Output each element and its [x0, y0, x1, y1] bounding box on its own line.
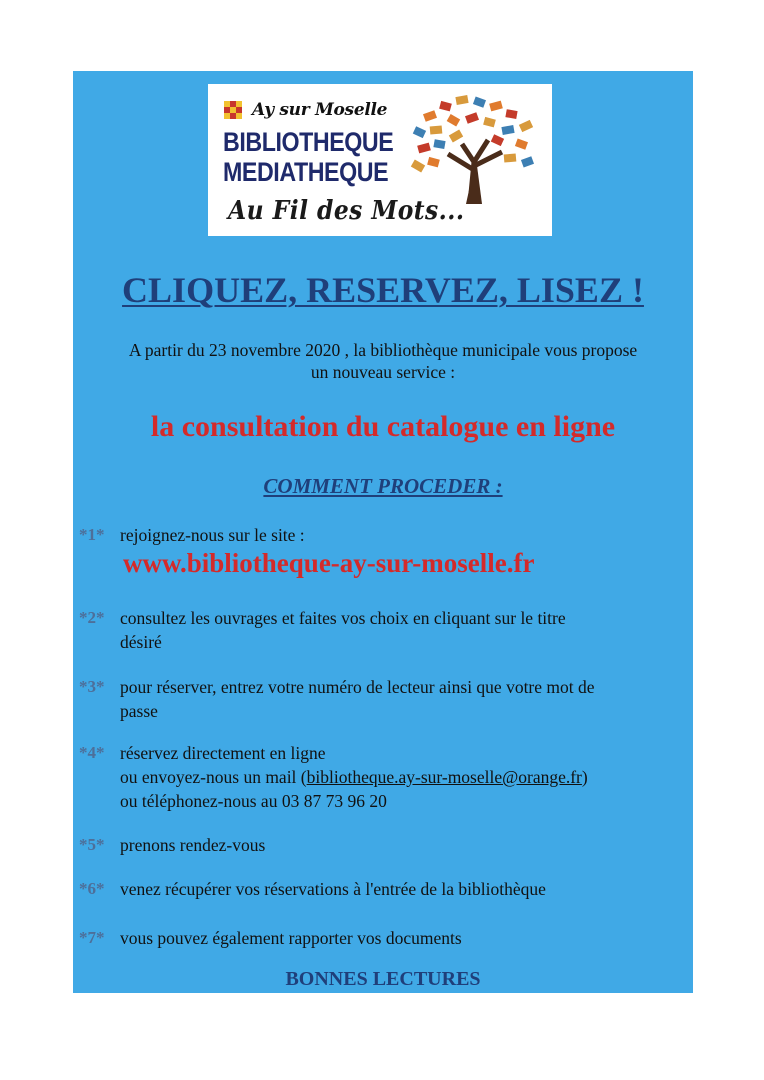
step-number: *3*	[79, 677, 105, 696]
logo-line-mediatheque: MEDIATHEQUE	[223, 157, 389, 187]
intro-text	[73, 339, 693, 383]
page-headline: CLIQUEZ, RESERVEZ, LISEZ !	[122, 270, 644, 310]
step-number: *5*	[79, 835, 105, 854]
step-text: prenons rendez-vous	[120, 835, 266, 855]
step-text: venez récupérer vos réservations à l'entrée de la bibliothèque	[120, 879, 546, 899]
step-text: rejoignez-nous sur le site :	[120, 525, 305, 545]
service-title: la consultation du catalogue en ligne	[150, 410, 616, 443]
step-number: *6*	[79, 879, 105, 898]
step-text: désiré	[120, 632, 162, 652]
library-logo	[208, 84, 552, 236]
step-text: vous pouvez également rapporter vos documents	[120, 928, 462, 948]
closing-message: BONNES LECTURES	[285, 968, 481, 990]
library-website-link[interactable]: www.bibliotheque-ay-sur-moselle.fr	[123, 548, 535, 578]
step-text: consultez les ouvrages et faites vos choix en cliquant sur le titre	[120, 608, 566, 628]
step-number: *7*	[79, 928, 105, 947]
step-number: *1*	[79, 525, 105, 544]
how-to-title: COMMENT PROCEDER :	[263, 474, 503, 498]
step-number: *4*	[79, 743, 105, 762]
book-tree-icon	[404, 92, 544, 204]
intro-line-1: A partir du 23 novembre 2020 , la bibliothèque municipale vous propose	[128, 340, 638, 360]
step-text: réservez directement en ligne	[120, 743, 326, 763]
email-link[interactable]: bibliotheque.ay-sur-moselle@orange.fr	[306, 767, 582, 787]
step-number: *2*	[79, 608, 105, 627]
logo-line-bibliotheque: BIBLIOTHEQUE	[223, 127, 394, 157]
step-text: ou envoyez-nous un mail (	[120, 767, 307, 787]
logo-tagline: Au Fil des Mots...	[228, 196, 465, 226]
step-text: pour réserver, entrez votre numéro de lecteur ainsi que votre mot de	[120, 677, 595, 697]
town-coat-of-arms-icon	[224, 101, 242, 119]
logo-town-name: Ay sur Moselle	[252, 100, 388, 120]
intro-line-2: un nouveau service :	[310, 362, 456, 382]
step-text: ou téléphonez-nous au 03 87 73 96 20	[120, 791, 387, 811]
step-text: )	[581, 767, 588, 787]
poster	[73, 71, 693, 993]
step-text: passe	[120, 701, 158, 721]
